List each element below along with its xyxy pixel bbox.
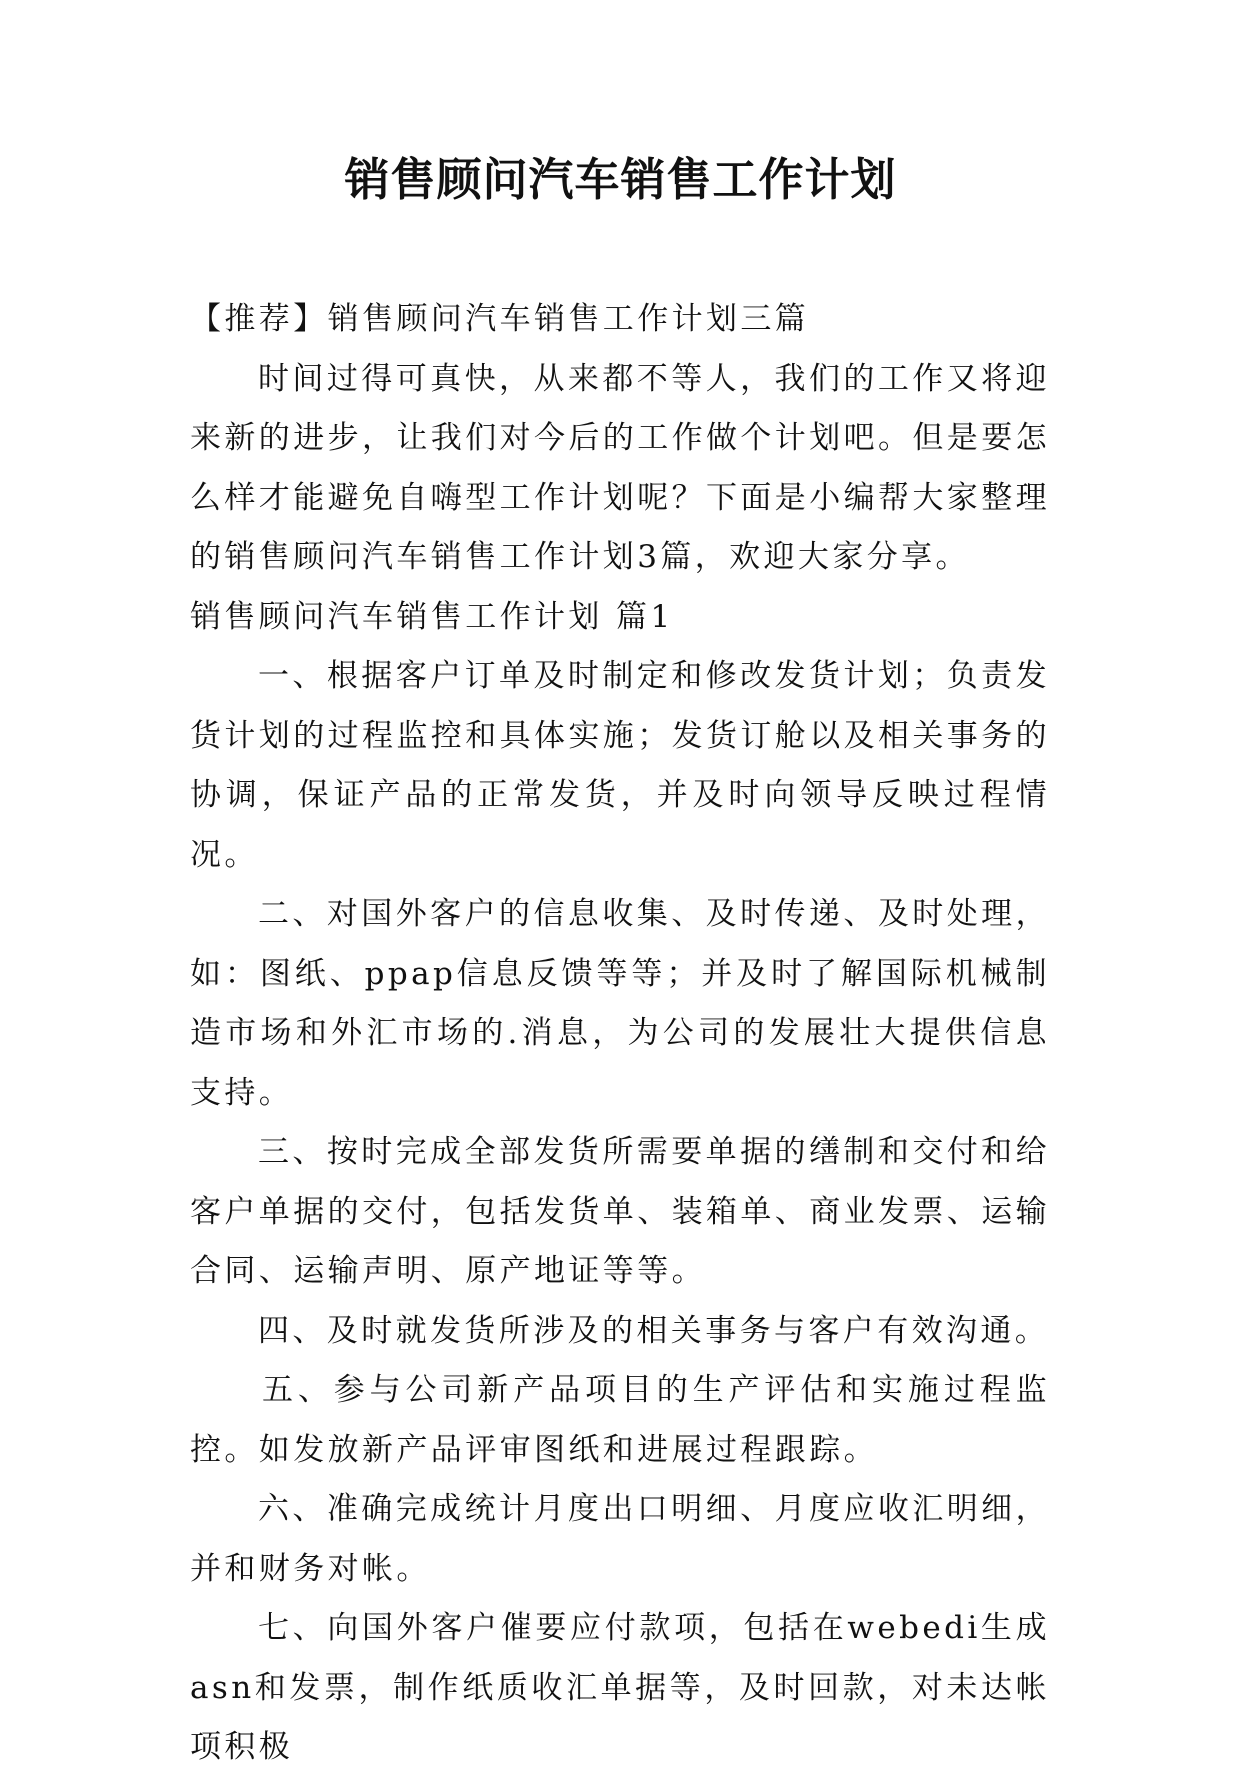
document-title: 销售顾问汽车销售工作计划: [344, 153, 897, 206]
section-heading: 销售顾问汽车销售工作计划 篇1: [190, 598, 674, 635]
item-paragraph-1: 一、根据客户订单及时制定和修改发货计划；负责发货计划的过程监控和具体实施；发货订舱以及相关事务的协调，保证产品的正常发货，并及时向领导反映过程情况。: [190, 658, 1050, 873]
item-paragraph-4: 四、及时就发货所涉及的相关事务与客户有效沟通。: [258, 1312, 1050, 1349]
item-paragraph-5: 五、参与公司新产品项目的生产评估和实施过程监控。如发放新产品评审图纸和进展过程跟踪。: [190, 1372, 1050, 1468]
intro-paragraph: 时间过得可真快，从来都不等人，我们的工作又将迎来新的进步，让我们对今后的工作做个计划吧。但是要怎么样才能避免自嗨型工作计划呢？下面是小编帮大家整理的销售顾问汽车销售工作计划3篇，欢迎大家分享。: [190, 360, 1050, 575]
document-body: [190, 290, 1050, 1778]
item-paragraph-2: 二、对国外客户的信息收集、及时传递、及时处理，如：图纸、ppap信息反馈等等；并及时了解国际机械制造市场和外汇市场的.消息，为公司的发展壮大提供信息支持。: [190, 896, 1050, 1111]
lead-line: 【推荐】销售顾问汽车销售工作计划三篇: [190, 301, 810, 337]
item-paragraph-3: 三、按时完成全部发货所需要单据的缮制和交付和给客户单据的交付，包括发货单、装箱单、商业发票、运输合同、运输声明、原产地证等等。: [190, 1134, 1050, 1289]
item-paragraph-6: 六、准确完成统计月度出口明细、月度应收汇明细，并和财务对帐。: [190, 1491, 1050, 1587]
item-paragraph-7: 七、向国外客户催要应付款项，包括在webedi生成asn和发票，制作纸质收汇单据等，及时回款，对未达帐项积极: [190, 1610, 1050, 1765]
